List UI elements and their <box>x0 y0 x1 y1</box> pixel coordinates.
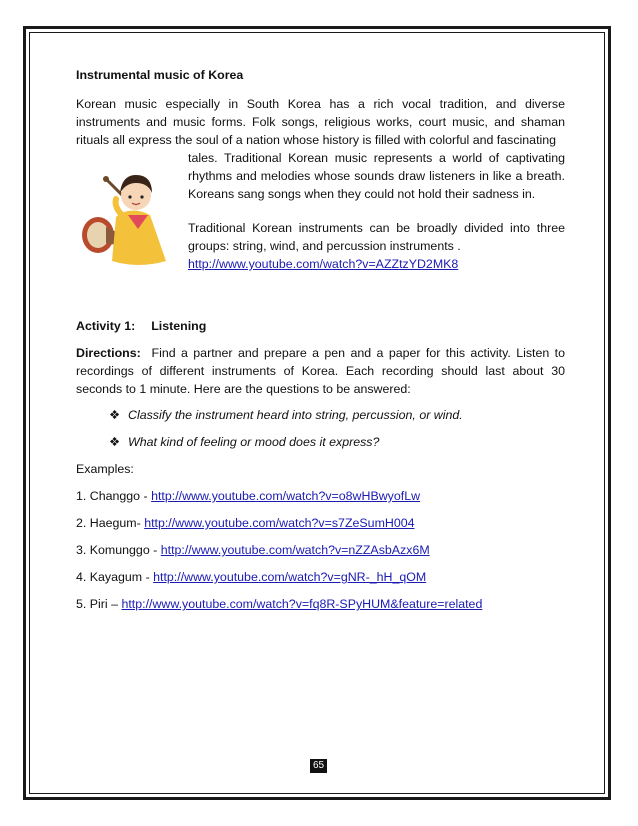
example-link[interactable]: http://www.youtube.com/watch?v=fq8R-SPyHUM&feature=related <box>121 597 483 611</box>
intro-paragraph-continued: tales. Traditional Korean music represents a world of captivating rhythms and melodies whose sounds draw listeners in like a breath. Koreans sang songs when they could not hold their sadness in. <box>188 151 565 201</box>
question-item: ❖ What kind of feeling or mood does it express? <box>109 435 380 449</box>
examples-label: Examples: <box>76 462 134 476</box>
question-list <box>76 406 565 451</box>
activity-heading <box>76 317 565 335</box>
activity-title: Listening <box>151 319 207 333</box>
list-item: 2. Haegum- http://www.youtube.com/watch?v=s7ZeSumH004 <box>76 516 415 530</box>
korean-drummer-illustration <box>76 157 176 277</box>
example-link[interactable]: http://www.youtube.com/watch?v=gNR-_hH_qOM <box>153 570 427 584</box>
diamond-bullet-icon: ❖ <box>109 408 121 422</box>
directions-label: Directions: <box>76 346 141 360</box>
directions-text: Find a partner and prepare a pen and a paper for this activity. Listen to recordings of different instruments of Korea. Each recording should last about 30 seconds to 1 minute. Here are the questions to be answered: <box>76 346 565 396</box>
intro-continued <box>188 149 565 273</box>
example-link[interactable]: http://www.youtube.com/watch?v=s7ZeSumH004 <box>144 516 415 530</box>
page-number: 65 <box>310 759 327 773</box>
list-item: 3. Komunggo - http://www.youtube.com/watch?v=nZZAsbAzx6M <box>76 543 430 557</box>
example-link[interactable]: http://www.youtube.com/watch?v=nZZAsbAzx6M <box>160 543 430 557</box>
activity-label: Activity 1: <box>76 319 136 333</box>
directions-paragraph <box>76 344 565 398</box>
list-item: 4. Kayagum - http://www.youtube.com/watch?v=gNR-_hH_qOM <box>76 570 427 584</box>
intro-paragraph: Korean music especially in South Korea has a rich vocal tradition, and diverse instruments and music forms. Folk songs, religious works, court music, and shaman rituals all express the soul of a nation whose history is filled with colorful and fascinating <box>76 97 565 147</box>
list-item: 5. Piri – http://www.youtube.com/watch?v=fq8R-SPyHUM&feature=related <box>76 597 483 611</box>
question-item: ❖ Classify the instrument heard into string, percussion, or wind. <box>109 408 463 422</box>
section-heading: Instrumental music of Korea <box>76 68 244 82</box>
examples-list <box>76 487 565 613</box>
instrument-groups-text: Traditional Korean instruments can be broadly divided into three groups: string, wind, and percussion instruments . <box>188 221 565 253</box>
illustration-block <box>76 149 565 309</box>
diamond-bullet-icon: ❖ <box>109 435 121 449</box>
example-link[interactable]: http://www.youtube.com/watch?v=o8wHBwyofLw <box>151 489 421 503</box>
page-content <box>76 66 565 622</box>
instrument-groups-link[interactable]: http://www.youtube.com/watch?v=AZZtzYD2MK8 <box>188 257 459 271</box>
list-item: 1. Changgo - http://www.youtube.com/watch?v=o8wHBwyofLw <box>76 489 421 503</box>
